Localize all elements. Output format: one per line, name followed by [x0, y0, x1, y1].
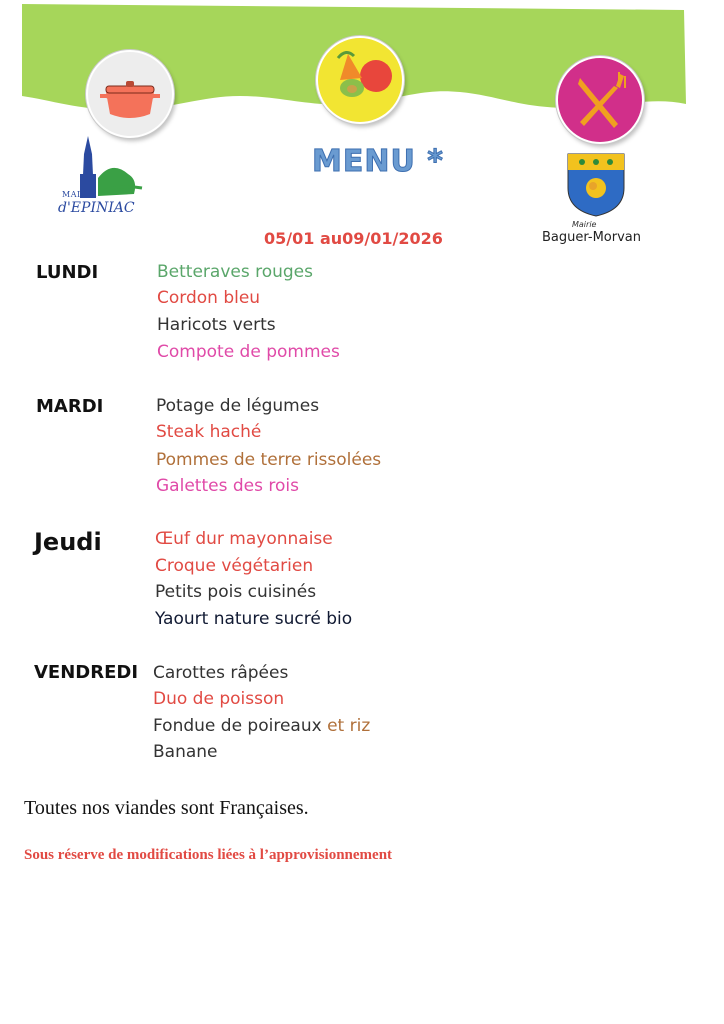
epiniac-logo-text	[58, 190, 158, 216]
dish-item: Carottes râpées	[153, 663, 289, 683]
knife-fork-icon	[556, 56, 644, 144]
dish-main-text: Fondue de poireaux	[153, 716, 322, 736]
dish-item: Croque végétarien	[155, 556, 314, 576]
epiniac-town-name: d'EPINIAC	[58, 200, 135, 216]
dish-item: Yaourt nature sucré bio	[155, 609, 353, 629]
dish-item	[153, 716, 370, 736]
dish-item: Haricots verts	[157, 315, 276, 335]
dish-item: Œuf dur mayonnaise	[155, 529, 333, 549]
dish-item: Compote de pommes	[157, 342, 340, 362]
day-label-vendredi: VENDREDI	[34, 662, 139, 683]
day-label-lundi: LUNDI	[36, 262, 99, 283]
epiniac-mairie-label: MAIRIE	[62, 190, 98, 199]
cooking-pot-icon	[86, 50, 174, 138]
footer-disclaimer: Sous réserve de modifications liées à l’approvisionnement	[24, 847, 393, 863]
dish-item: Betteraves rouges	[157, 262, 313, 282]
crest-mairie-label: Mairie	[572, 220, 597, 229]
day-label-mardi: MARDI	[36, 396, 104, 417]
dish-suffix-text: et riz	[327, 716, 371, 736]
dish-item: Duo de poisson	[153, 689, 285, 709]
dish-item: Pommes de terre rissolées	[156, 450, 382, 470]
footer-note: Toutes nos viandes sont Françaises.	[24, 797, 309, 819]
dish-item: Petits pois cuisinés	[155, 582, 317, 602]
dish-item: Banane	[153, 742, 218, 762]
baguer-morvan-crest	[566, 152, 626, 218]
date-range: 05/01 au09/01/2026	[264, 229, 443, 248]
crest-town-name: Baguer-Morvan	[542, 230, 641, 245]
day-label-jeudi: Jeudi	[34, 528, 102, 556]
dish-item: Potage de légumes	[156, 396, 320, 416]
dish-item: Steak haché	[156, 422, 262, 442]
dish-item: Galettes des rois	[156, 476, 299, 496]
dish-item: Cordon bleu	[157, 288, 261, 308]
vegetables-icon	[316, 36, 404, 124]
page-title: MENU *	[312, 144, 444, 179]
